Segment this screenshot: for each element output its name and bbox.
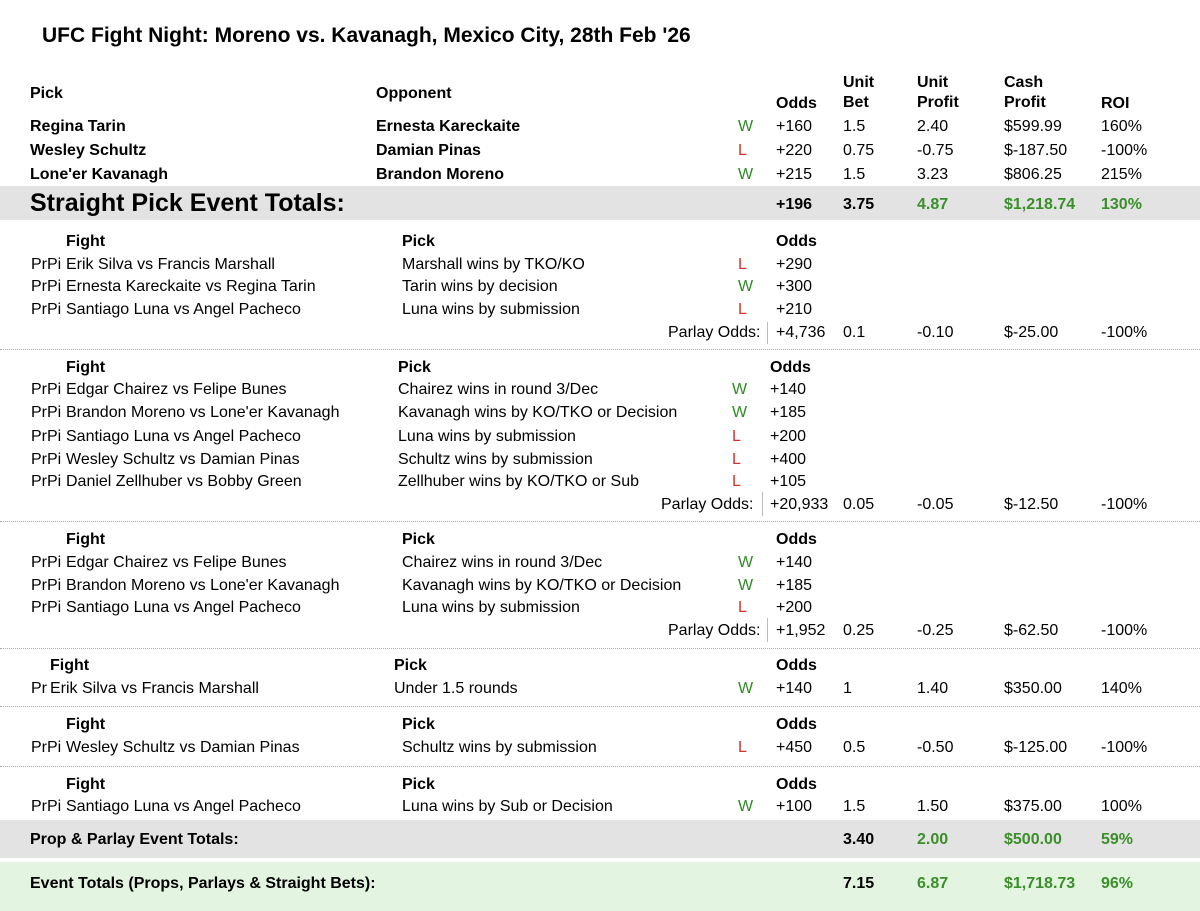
unit-profit-value: 3.23 <box>917 166 949 183</box>
odds-divider <box>762 492 763 516</box>
header-unit-profit-line1: Unit <box>917 74 949 91</box>
roi-value: -100% <box>1101 142 1148 159</box>
result-loss: L <box>738 739 747 756</box>
unit-bet-value: 1 <box>843 680 852 697</box>
straight-opponent: Ernesta Kareckaite <box>376 118 521 135</box>
roi-value: 160% <box>1101 118 1142 135</box>
header-unit-bet-line2: Bet <box>843 94 869 111</box>
bet-type: PrPi <box>31 599 62 616</box>
pick-text: Kavanagh wins by KO/TKO or Decision <box>402 577 682 594</box>
odds-value: +105 <box>770 473 807 490</box>
cash-profit-value: $-187.50 <box>1004 142 1068 159</box>
parlay-odds-value: +4,736 <box>776 324 826 341</box>
fight-name: Santiago Luna vs Angel Pacheco <box>66 798 301 815</box>
cash-profit-value: $-62.50 <box>1004 622 1059 639</box>
pick-text: Luna wins by Sub or Decision <box>402 798 613 815</box>
odds-value: +100 <box>776 798 813 815</box>
odds-value: +140 <box>776 554 813 571</box>
straight-totals-unit-bet: 3.75 <box>843 196 875 213</box>
straight-totals-roi: 130% <box>1101 196 1142 213</box>
section-divider <box>0 648 1200 649</box>
pick-text: Tarin wins by decision <box>402 278 558 295</box>
fight-name: Santiago Luna vs Angel Pacheco <box>66 428 301 445</box>
fight-name: Santiago Luna vs Angel Pacheco <box>66 301 301 318</box>
bet-type: PrPi <box>31 473 62 490</box>
result-loss: L <box>732 473 741 490</box>
result-loss: L <box>738 301 747 318</box>
unit-profit-value: -0.50 <box>917 739 954 756</box>
parlay-odds-label: Parlay Odds: <box>668 324 761 341</box>
parlay-odds-label: Parlay Odds: <box>668 622 761 639</box>
pick-text: Schultz wins by submission <box>402 739 597 756</box>
pick-text: Chairez wins in round 3/Dec <box>402 554 603 571</box>
odds-divider <box>767 618 768 642</box>
header-pick: Pick <box>394 657 427 674</box>
section-divider <box>0 766 1200 767</box>
straight-totals-odds: +196 <box>776 196 813 213</box>
odds-value: +210 <box>776 301 813 318</box>
bet-type: PrPi <box>31 256 62 273</box>
header-opponent: Opponent <box>376 85 452 102</box>
pick-text: Under 1.5 rounds <box>394 680 518 697</box>
header-cash-profit-line2: Profit <box>1004 94 1046 111</box>
result-win: W <box>738 798 754 815</box>
header-pick: Pick <box>30 85 63 102</box>
odds-value: +450 <box>776 739 813 756</box>
unit-profit-value: -0.10 <box>917 324 954 341</box>
odds-value: +160 <box>776 118 813 135</box>
result-loss: L <box>732 451 741 468</box>
bet-type: PrPi <box>31 381 62 398</box>
fight-name: Wesley Schultz vs Damian Pinas <box>66 739 300 756</box>
cash-profit-value: $-25.00 <box>1004 324 1059 341</box>
fight-name: Brandon Moreno vs Lone'er Kavanagh <box>66 404 340 421</box>
pick-text: Luna wins by submission <box>402 599 580 616</box>
odds-value: +220 <box>776 142 813 159</box>
bet-type: PrPi <box>31 451 62 468</box>
fight-name: Brandon Moreno vs Lone'er Kavanagh <box>66 577 340 594</box>
fight-name: Erik Silva vs Francis Marshall <box>50 680 259 697</box>
pick-text: Schultz wins by submission <box>398 451 593 468</box>
odds-value: +185 <box>776 577 813 594</box>
fight-name: Ernesta Kareckaite vs Regina Tarin <box>66 278 316 295</box>
header-odds: Odds <box>776 776 817 793</box>
event-totals-roi: 96% <box>1101 875 1134 892</box>
pick-text: Marshall wins by TKO/KO <box>402 256 585 273</box>
odds-value: +290 <box>776 256 813 273</box>
bet-type: PrPi <box>31 404 62 421</box>
header-odds: Odds <box>776 95 817 112</box>
unit-bet-value: 1.5 <box>843 166 866 183</box>
result-win: W <box>738 278 754 295</box>
header-unit-bet <box>843 73 874 113</box>
cash-profit-value: $350.00 <box>1004 680 1062 697</box>
unit-bet-value: 1.5 <box>843 118 866 135</box>
bet-type: PrPi <box>31 428 62 445</box>
result-loss: L <box>738 142 747 159</box>
header-fight: Fight <box>66 359 106 376</box>
odds-value: +300 <box>776 278 813 295</box>
fight-name: Edgar Chairez vs Felipe Bunes <box>66 381 287 398</box>
event-totals-unit-profit: 6.87 <box>917 875 949 892</box>
roi-value: -100% <box>1101 739 1148 756</box>
unit-bet-value: 0.05 <box>843 496 875 513</box>
unit-profit-value: -0.75 <box>917 142 954 159</box>
unit-bet-value: 0.25 <box>843 622 875 639</box>
unit-profit-value: 1.40 <box>917 680 949 697</box>
header-odds: Odds <box>776 657 817 674</box>
roi-value: 140% <box>1101 680 1142 697</box>
cash-profit-value: $-125.00 <box>1004 739 1068 756</box>
unit-profit-value: 1.50 <box>917 798 949 815</box>
parlay-odds-label: Parlay Odds: <box>661 496 754 513</box>
odds-divider <box>767 322 768 344</box>
odds-value: +215 <box>776 166 813 183</box>
parlay-odds-value: +20,933 <box>770 496 829 513</box>
result-win: W <box>732 404 748 421</box>
straight-opponent: Brandon Moreno <box>376 166 504 183</box>
straight-pick: Lone'er Kavanagh <box>30 166 169 183</box>
result-win: W <box>738 166 754 183</box>
result-loss: L <box>738 256 747 273</box>
header-pick: Pick <box>402 776 435 793</box>
section-divider <box>0 706 1200 707</box>
prop-totals-roi: 59% <box>1101 831 1134 848</box>
result-win: W <box>738 577 754 594</box>
header-odds: Odds <box>776 531 817 548</box>
section-divider <box>0 349 1200 350</box>
result-win: W <box>738 554 754 571</box>
straight-totals-unit-profit: 4.87 <box>917 196 949 213</box>
page-title: UFC Fight Night: Moreno vs. Kavanagh, Mexico City, 28th Feb '26 <box>42 24 691 47</box>
unit-bet-value: 0.1 <box>843 324 866 341</box>
header-fight: Fight <box>66 233 106 250</box>
unit-bet-value: 1.5 <box>843 798 866 815</box>
odds-value: +140 <box>776 680 813 697</box>
header-odds: Odds <box>776 716 817 733</box>
prop-totals-unit-profit: 2.00 <box>917 831 949 848</box>
odds-value: +200 <box>770 428 807 445</box>
header-fight: Fight <box>66 531 106 548</box>
header-fight: Fight <box>66 716 106 733</box>
fight-name: Santiago Luna vs Angel Pacheco <box>66 599 301 616</box>
header-fight: Fight <box>66 776 106 793</box>
pick-text: Kavanagh wins by KO/TKO or Decision <box>398 404 678 421</box>
unit-bet-value: 0.75 <box>843 142 875 159</box>
cash-profit-value: $806.25 <box>1004 166 1062 183</box>
roi-value: 215% <box>1101 166 1142 183</box>
parlay-odds-value: +1,952 <box>776 622 826 639</box>
prop-totals-label: Prop & Parlay Event Totals: <box>30 831 239 848</box>
unit-profit-value: -0.25 <box>917 622 954 639</box>
odds-value: +140 <box>770 381 807 398</box>
roi-value: -100% <box>1101 324 1148 341</box>
header-pick: Pick <box>402 531 435 548</box>
unit-bet-value: 0.5 <box>843 739 866 756</box>
pick-text: Luna wins by submission <box>398 428 576 445</box>
odds-value: +400 <box>770 451 807 468</box>
header-pick: Pick <box>402 233 435 250</box>
fight-name: Wesley Schultz vs Damian Pinas <box>66 451 300 468</box>
result-loss: L <box>732 428 741 445</box>
result-loss: L <box>738 599 747 616</box>
header-pick: Pick <box>398 359 431 376</box>
straight-pick: Regina Tarin <box>30 118 126 135</box>
result-win: W <box>738 118 754 135</box>
cash-profit-value: $-12.50 <box>1004 496 1059 513</box>
header-cash-profit <box>1004 73 1046 113</box>
section-divider <box>0 521 1200 522</box>
header-roi: ROI <box>1101 95 1130 112</box>
prop-totals-unit-bet: 3.40 <box>843 831 875 848</box>
header-unit-profit <box>917 73 959 113</box>
event-totals-cash-profit: $1,718.73 <box>1004 875 1076 892</box>
bet-type: PrPi <box>31 798 62 815</box>
odds-value: +200 <box>776 599 813 616</box>
header-fight: Fight <box>50 657 90 674</box>
fight-name: Edgar Chairez vs Felipe Bunes <box>66 554 287 571</box>
bet-type: PrPi <box>31 301 62 318</box>
straight-totals-cash-profit: $1,218.74 <box>1004 196 1076 213</box>
prop-totals-cash-profit: $500.00 <box>1004 831 1062 848</box>
fight-name: Erik Silva vs Francis Marshall <box>66 256 275 273</box>
bet-type: PrPi <box>31 739 62 756</box>
roi-value: -100% <box>1101 622 1148 639</box>
result-win: W <box>732 381 748 398</box>
roi-value: 100% <box>1101 798 1142 815</box>
roi-value: -100% <box>1101 496 1148 513</box>
header-pick: Pick <box>402 716 435 733</box>
bet-type: PrPi <box>31 554 62 571</box>
straight-opponent: Damian Pinas <box>376 142 481 159</box>
odds-value: +185 <box>770 404 807 421</box>
result-win: W <box>738 680 754 697</box>
header-odds: Odds <box>776 233 817 250</box>
pick-text: Luna wins by submission <box>402 301 580 318</box>
header-odds: Odds <box>770 359 811 376</box>
straight-pick: Wesley Schultz <box>30 142 147 159</box>
straight-totals-label: Straight Pick Event Totals: <box>30 189 345 217</box>
cash-profit-value: $375.00 <box>1004 798 1062 815</box>
header-unit-profit-line2: Profit <box>917 94 959 111</box>
header-unit-bet-line1: Unit <box>843 74 875 91</box>
pick-text: Chairez wins in round 3/Dec <box>398 381 599 398</box>
unit-profit-value: -0.05 <box>917 496 954 513</box>
event-totals-label: Event Totals (Props, Parlays & Straight Bets): <box>30 875 376 892</box>
unit-profit-value: 2.40 <box>917 118 949 135</box>
bet-type: Pr <box>31 680 47 697</box>
fight-name: Daniel Zellhuber vs Bobby Green <box>66 473 302 490</box>
cash-profit-value: $599.99 <box>1004 118 1062 135</box>
pick-text: Zellhuber wins by KO/TKO or Sub <box>398 473 639 490</box>
header-cash-profit-line1: Cash <box>1004 74 1044 91</box>
bet-type: PrPi <box>31 577 62 594</box>
event-totals-unit-bet: 7.15 <box>843 875 875 892</box>
bet-type: PrPi <box>31 278 62 295</box>
